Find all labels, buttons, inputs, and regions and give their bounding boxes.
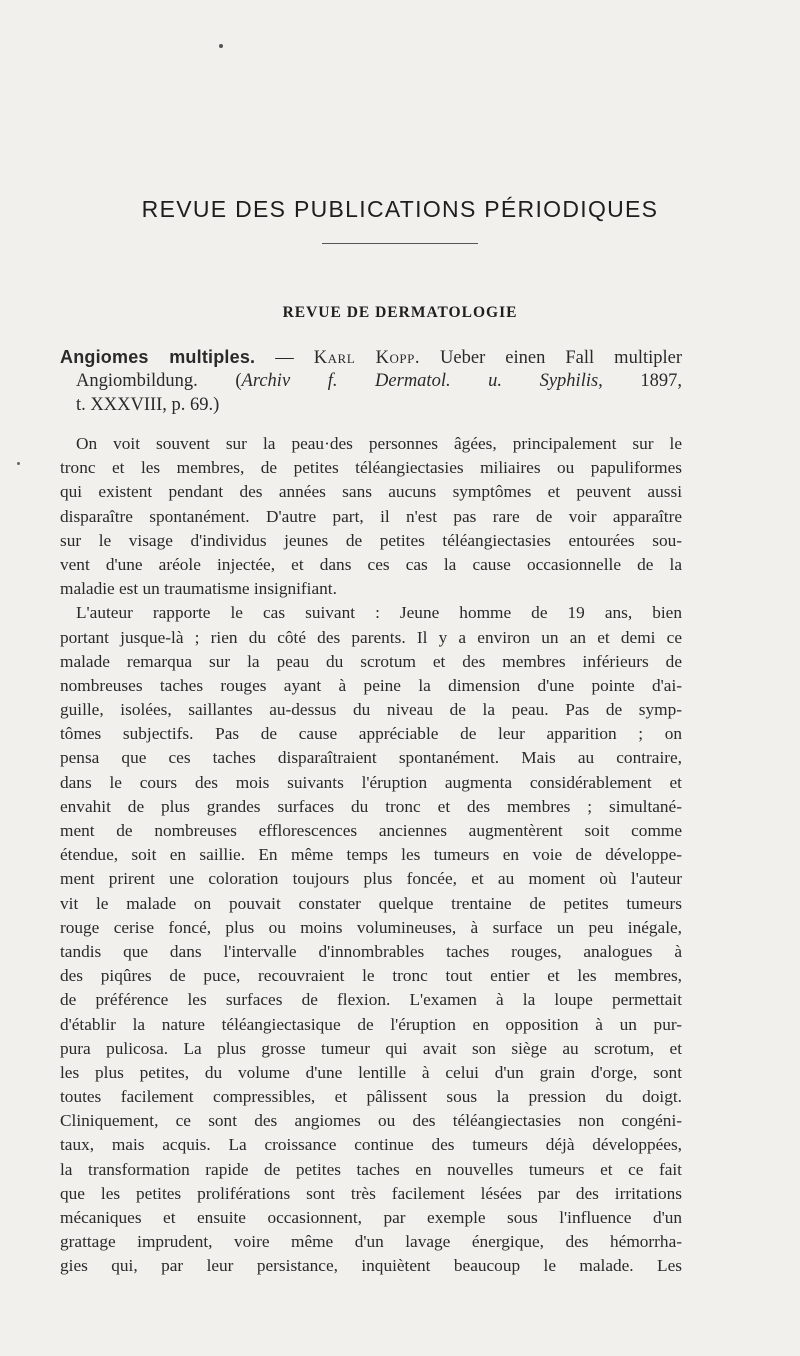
page-header: REVUE DES PUBLICATIONS PÉRIODIQUES [141,196,659,222]
text-line: mécaniques et ensuite occasionnent, par exemple sous l'influence d'un [60,1208,682,1227]
text-line: guille, isolées, saillantes au-dessus du niveau de la peau. Pas de symp- [60,700,682,720]
text-line: portant jusque-là ; rien du côté des parents. Il y a environ un an et demi ce [60,627,682,647]
reference-part: Angiombildung. ( [76,371,242,392]
heading-line-3: t. XXXVIII, p. 69.) [76,395,220,416]
text-line: étendue, soit en saillie. En même temps les tumeurs en voie de développe- [60,845,682,865]
heading-line-1 [60,345,682,369]
text-line: des piqûres de puce, recouvraient le tronc tout entier et les membres, [60,966,682,986]
text-line: ment de nombreuses efflorescences anciennes augmentèrent soit comme [60,821,682,840]
text-line: d'établir la nature téléangiectasique de l'éruption en opposition à un pur- [60,1014,682,1034]
text-line: rouge cerise foncé, plus ou moins volumineuses, à surface un peu inégale, [60,917,682,937]
text-line: les plus petites, du volume d'une lentille à celui d'un grain d'orge, sont [60,1062,682,1082]
text-line: grattage imprudent, voire même d'un lavage énergique, des hémorrha- [60,1232,682,1252]
text-line: la transformation rapide de petites taches en nouvelles tumeurs et ce fait [60,1159,682,1179]
text-line: gies qui, par leur persistance, inquiètent beaucoup le malade. Les [60,1256,682,1276]
journal-name: Archiv f. Dermatol. u. Syphilis, [241,371,603,392]
text-line: de préférence les surfaces de flexion. L'examen à la loupe permettait [60,990,682,1010]
text-line: vent d'une aréole injectée, et dans ces cas la cause occasionnelle de la [60,554,682,574]
text-line: disparaître spontanément. D'autre part, il n'est pas rare de voir apparaître [60,506,682,526]
margin-mark [17,462,20,465]
text-line: ment prirent une coloration toujours plus foncée, et au moment où l'auteur [60,869,682,889]
article-body [60,432,682,1279]
text-line: tômes subjectifs. Pas de cause appréciable de leur apparition ; on [60,724,682,744]
reference-year: 1897, [602,371,683,392]
text-line: pensa que ces taches disparaîtraient spontanément. Mais au contraire, [60,748,682,768]
article-title: Angiomes multiples. [60,347,256,367]
article-author: Karl Kopp. [313,348,421,368]
text-line: qui existent pendant des années sans aucuns symptômes et peuvent aussi [60,482,682,502]
text-line: malade remarqua sur la peau du scrotum et des membres inférieurs de [60,651,682,671]
text-line: vit le malade on pouvait constater quelque trentaine de petites tumeurs [60,893,682,913]
text-line: Cliniquement, ce sont des angiomes ou des téléangiectasies non congéni- [60,1111,682,1131]
header-rule [322,243,478,244]
text-line: maladie est un traumatisme insignifiant. [60,579,337,599]
text-line: envahit de plus grandes surfaces du tronc et des membres ; simultané- [60,796,682,816]
text-line: pura pulicosa. La plus grosse tumeur qui avait son siège au scrotum, et [60,1038,682,1058]
print-dot [219,44,223,48]
heading-line-2 [60,369,682,393]
text-line: dans le cours des mois suivants l'éruption augmenta considérablement et [60,772,682,792]
text-line: sur le visage d'individus jeunes de petites téléangiectasies entourées sou- [60,530,682,550]
text-line: On voit souvent sur la peau·des personnes âgées, principalement sur le [76,434,682,453]
section-title: REVUE DE DERMATOLOGIE [282,304,518,321]
article-heading [60,345,682,418]
text-line: tronc et les membres, de petites téléangiectasies miliaires ou papuliformes [60,458,682,478]
article-reference: Ueber einen Fall multipler [420,348,683,368]
text-line: taux, mais acquis. La croissance continue des tumeurs déjà développées, [60,1135,682,1155]
text-line: nombreuses taches rouges ayant à peine la dimension d'une pointe d'ai- [60,675,682,695]
text-line: que les petites proliférations sont très facilement lésées par des irritations [60,1183,682,1203]
text-line: tandis que dans l'intervalle d'innombrables taches rouges, analogues à [60,941,682,961]
text-line: L'auteur rapporte le cas suivant : Jeune homme de 19 ans, bien [76,603,682,623]
title-dash: — [255,348,314,368]
text-line: toutes facilement compressibles, et pâlissent sous la pression du doigt. [60,1087,682,1107]
